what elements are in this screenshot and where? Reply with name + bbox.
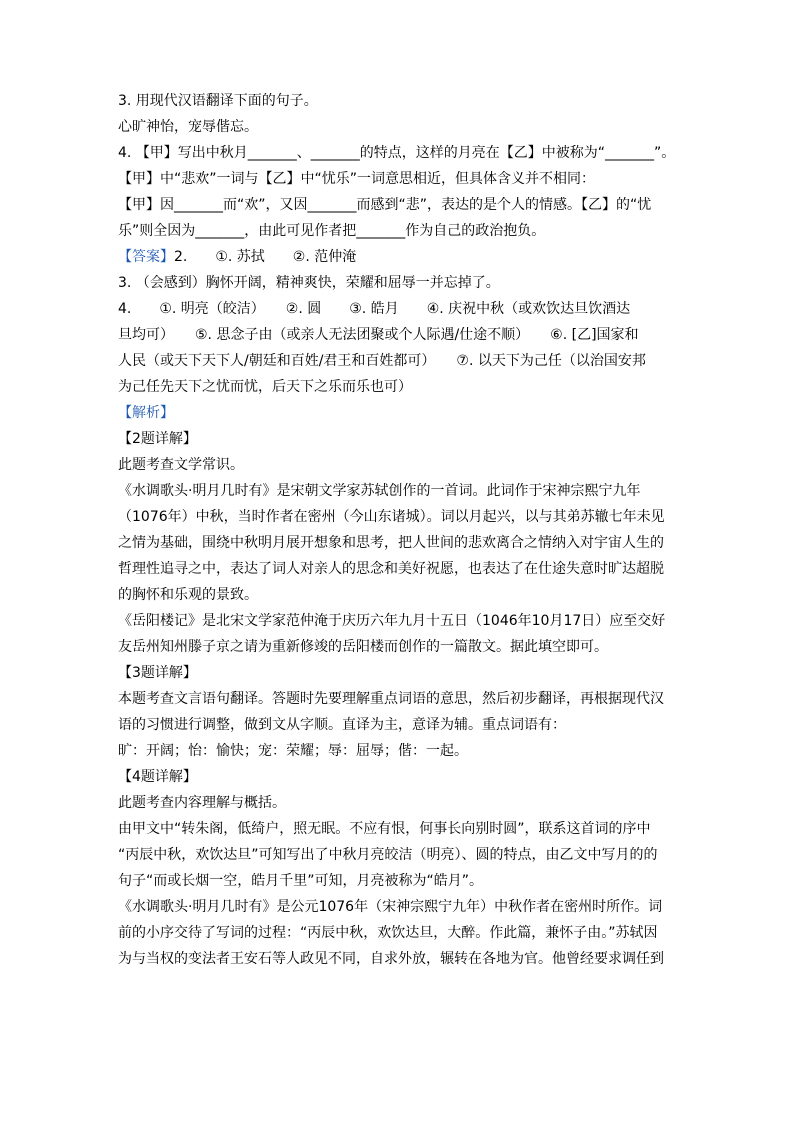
analysis-label: 【解析】	[118, 405, 174, 421]
q4-detail-line-1: 此题考查内容理解与概括。	[118, 795, 286, 811]
answer-2-text: 2. ①. 苏拭 ②. 范仲淹	[174, 249, 357, 265]
q2-detail-line-4: 之情为基础，围绕中秋明月展开想象和思考，把人世间的悲欢离合之情纳入对宇宙人生的	[118, 535, 664, 551]
q3-detail-line-1: 本题考查文言语句翻译。答题时先要理解重点词语的意思，然后初步翻译，再根据现代汉	[118, 691, 664, 707]
answer-line-4b: 旦均可） ⑤. 思念子由（或亲人无法团聚或个人际遇/仕途不顺） ⑥. [乙]国家和	[118, 327, 639, 343]
q2-detail-line-3: （1076年）中秋，当时作者在密州（今山东诸城）。词以月起兴，以与其弟苏辙七年未见	[118, 509, 665, 525]
answer-line-2	[118, 244, 678, 270]
q3-detail-heading: 【3题详解】	[118, 665, 197, 681]
q2-detail-line-5: 哲理性追寻之中，表达了词人对亲人的思念和美好祝愿，也表达了在仕途失意时旷达超脱	[118, 561, 664, 577]
q4-line-1: 4. 【甲】写出中秋月_______、_______的特点，这样的月亮在【乙】中被称为“_______”。	[118, 145, 676, 161]
q4-detail-line-6: 前的小序交待了写词的过程：“丙辰中秋，欢饮达旦，大醉。作此篇，兼怀子由。”苏轼因	[118, 925, 658, 941]
q4-detail-heading: 【4题详解】	[118, 769, 197, 785]
q2-detail-line-1: 此题考查文学常识。	[118, 457, 244, 473]
q4-detail-line-4: 句子“而或长烟一空，皓月千里”可知，月亮被称为“皓月”。	[118, 873, 484, 889]
q2-detail-line-7: 《岳阳楼记》是北宋文学家范仲淹于庆历六年九月十五日（1046年10月17日）应至交好	[118, 613, 666, 629]
q2-detail-line-6: 的胸怀和乐观的景致。	[118, 587, 258, 603]
q3-sentence: 心旷神怡，宠辱偕忘。	[118, 119, 258, 135]
answer-line-4d: 为己任先天下之忧而忧，后天下之乐而乐也可）	[118, 379, 412, 395]
q4-line-3: 【甲】因_______而“欢”，又因_______而感到“悲”，表达的是个人的情感。【乙】的“忧	[118, 197, 652, 213]
q4-line-4: 乐”则全因为_______，由此可见作者把_______作为自己的政治抱负。	[118, 223, 546, 239]
q2-detail-heading: 【2题详解】	[118, 431, 197, 447]
answer-label: 【答案】	[118, 249, 174, 265]
q4-line-2: 【甲】中“悲欢”一词与【乙】中“忧乐”一词意思相近，但具体含义并不相同：	[118, 171, 596, 187]
q4-detail-line-3: “丙辰中秋，欢饮达旦”可知写出了中秋月亮皎洁（明亮）、圆的特点，由乙文中写月的的	[118, 847, 658, 863]
answer-line-4c: 人民（或天下天下人/朝廷和百姓/君王和百姓都可） ⑦. 以天下为己任（以治国安邦	[118, 353, 646, 369]
document-page	[118, 88, 678, 972]
q2-detail-line-8: 友岳州知州滕子京之请为重新修竣的岳阳楼而创作的一篇散文。据此填空即可。	[118, 639, 608, 655]
q4-detail-line-7: 为与当权的变法者王安石等人政见不同，自求外放，辗转在各地为官。他曾经要求调任到	[118, 951, 664, 967]
q4-detail-line-5: 《水调歌头·明月几时有》是公元1076年（宋神宗熙宁九年）中秋作者在密州时所作。词	[118, 899, 663, 915]
answer-line-3: 3. （会感到）胸怀开阔，精神爽快，荣耀和屈辱一并忘掉了。	[118, 275, 500, 291]
q3-detail-line-2: 语的习惯进行调整，做到文从字顺。直译为主，意译为辅。重点词语有：	[118, 717, 566, 733]
answer-line-4a: 4. ①. 明亮（皎洁） ②. 圆 ③. 皓月 ④. 庆祝中秋（或欢饮达旦饮酒达	[118, 301, 631, 317]
q2-detail-line-2: 《水调歌头·明月几时有》是宋朝文学家苏轼创作的一首词。此词作于宋神宗熙宁九年	[118, 483, 641, 499]
q3-detail-line-3: 旷：开阔；怡：愉快；宠：荣耀；辱：屈辱；偕：一起。	[118, 743, 468, 759]
q3-title: 3. 用现代汉语翻译下面的句子。	[118, 93, 318, 109]
q4-detail-line-2: 由甲文中“转朱阁，低绮户，照无眠。不应有恨，何事长向别时圆”，联系这首词的序中	[118, 821, 651, 837]
